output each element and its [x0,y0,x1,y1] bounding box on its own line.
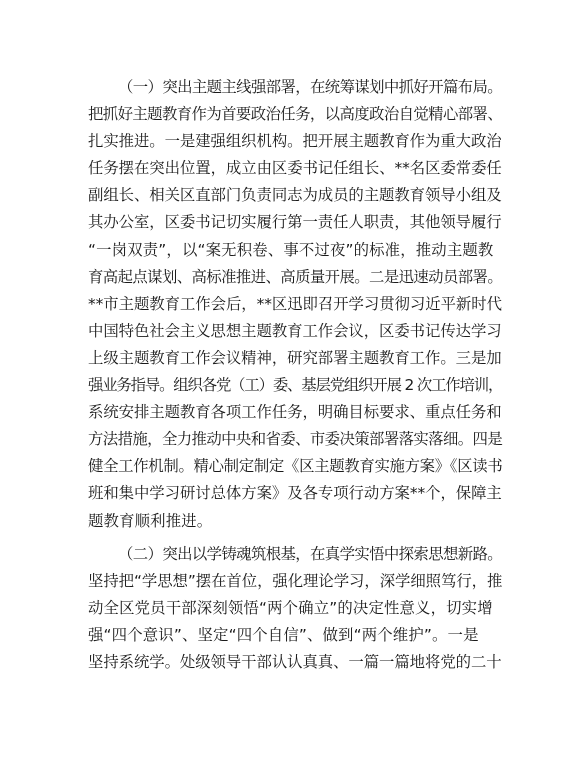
paragraph-1-line: 把抓好主题教育作为首要政治任务，以高度政治自觉精心部署、 [88,105,503,124]
paragraph-1-line: 强业务指导。组织各党（工）委、基层党组织开展 2 次工作培训， [88,376,503,395]
paragraph-2-line: 坚持系统学。处级领导干部认认真真、一篇一篇地将党的二十 [88,652,502,671]
paragraph-2-line: （二）突出以学铸魂筑根基，在真学实悟中探索思想新路。 [118,544,503,563]
paragraph-1-line: 育高起点谋划、高标准推进、高质量开展。二是迅速动员部署。 [88,267,503,286]
document-page [88,74,502,676]
paragraph-1-line: 方法措施，全力推动中央和省委、市委决策部署落实落细。四是 [88,430,503,449]
paragraph-1-line: 任务摆在突出位置，成立由区委书记任组长、**名区委常委任 [88,159,502,178]
paragraph-1-line: “一岗双责”，以“案无积卷、事不过夜”的标准，推动主题教 [88,240,494,259]
paragraph-2-line: 强“四个意识”、坚定“四个自信”、做到“两个维护”。一是 [88,625,479,644]
paragraph-2 [88,541,502,676]
paragraph-1-line: **市主题教育工作会后，**区迅即召开学习贯彻习近平新时代 [88,294,502,313]
paragraph-1-line: 班和集中学习研讨总体方案》及各专项行动方案**个，保障主 [88,484,502,503]
paragraph-1-line: 题教育顺利推进。 [88,511,213,530]
paragraph-1-line: 系统安排主题教育各项工作任务，明确目标要求、重点任务和 [88,403,502,422]
paragraph-1-line: 健全工作机制。精心制定制定《区主题教育实施方案》《区读书 [88,457,503,476]
paragraph-1-line: 扎实推进。一是建强组织机构。把开展主题教育作为重大政治 [88,132,502,151]
paragraph-1 [88,74,502,535]
paragraph-1-line: 副组长、相关区直部门负责同志为成员的主题教育领导小组及 [88,186,502,205]
paragraph-1-line: （一）突出主题主线强部署，在统筹谋划中抓好开篇布局。 [118,78,503,96]
paragraph-2-line: 动全区党员干部深刻领悟“两个确立”的决定性意义，切实增 [88,598,493,617]
paragraph-1-line: 其办公室，区委书记切实履行第一责任人职责，其他领导履行 [88,213,502,232]
paragraph-2-line: 坚持把“学思想”摆在首位，强化理论学习，深学细照笃行，推 [88,571,503,590]
paragraph-1-line: 上级主题教育工作会议精神，研究部署主题教育工作。三是加 [88,348,502,367]
paragraph-1-line: 中国特色社会主义思想主题教育工作会议，区委书记传达学习 [88,321,502,340]
